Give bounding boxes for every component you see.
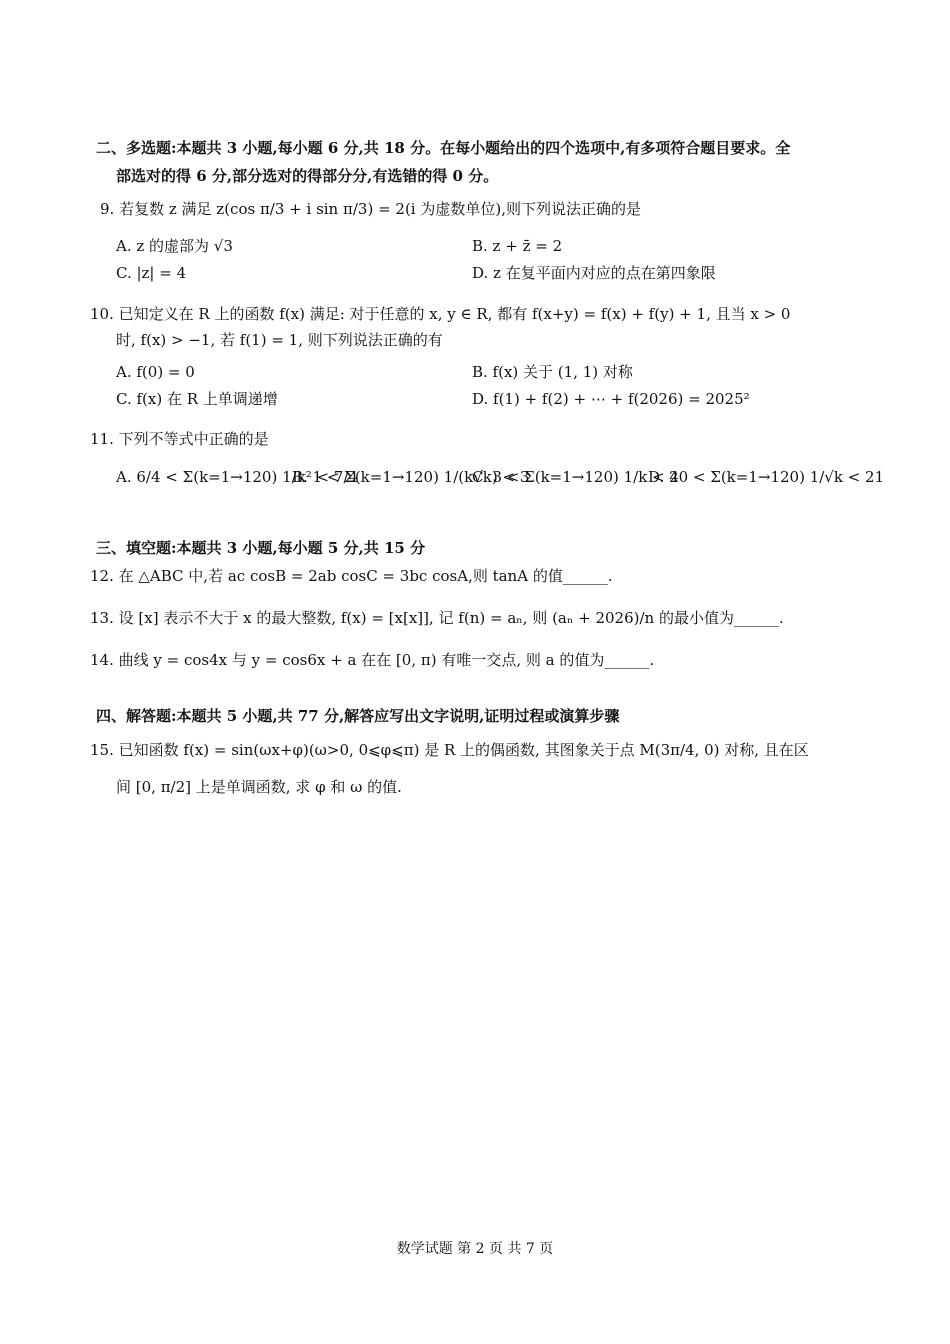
q10-option-b: B. f(x) 关于 (1, 1) 对称 <box>472 363 633 381</box>
section2-title-line1: 二、多选题:本题共 3 小题,每小题 6 分,共 18 分。在每小题给出的四个选项中,有多项符合题目要求。全 <box>96 139 791 157</box>
q13-stem: 13. 设 [x] 表示不大于 x 的最大整数, f(x) = [x[x]], 记 f(n) = aₙ, 则 (aₙ + 2026)/n 的最小值为______. <box>90 609 784 627</box>
q11-option-d: D. 20 < Σ(k=1→120) 1/√k < 21 <box>648 468 885 486</box>
q9-option-c: C. |z| = 4 <box>116 264 187 282</box>
q10-stem-line1: 10. 已知定义在 R 上的函数 f(x) 满足: 对于任意的 x, y ∈ R, 都有 f(x+y) = f(x) + f(y) + 1, 且当 x > 0 <box>90 305 791 323</box>
section4-title: 四、解答题:本题共 5 小题,共 77 分,解答应写出文字说明,证明过程或演算步骤 <box>96 707 620 725</box>
q9-stem: 9. 若复数 z 满足 z(cos π/3 + i sin π/3) = 2(i 为虚数单位),则下列说法正确的是 <box>100 200 641 218</box>
q14-stem: 14. 曲线 y = cos4x 与 y = cos6x + a 在在 [0, π) 有唯一交点, 则 a 的值为______. <box>90 651 655 669</box>
q12-stem: 12. 在 △ABC 中,若 ac cosB = 2ab cosC = 3bc cosA,则 tanA 的值______. <box>90 567 613 585</box>
section2-title-line2: 部选对的得 6 分,部分选对的得部分分,有选错的得 0 分。 <box>116 167 499 185</box>
q11-option-b: B. 1 < Σ(k=1→120) 1/(k√k) < 3 <box>292 468 530 486</box>
q15-stem-line1: 15. 已知函数 f(x) = sin(ωx+φ)(ω>0, 0⩽φ⩽π) 是 R 上的偶函数, 其图象关于点 M(3π/4, 0) 对称, 且在区 <box>90 741 809 759</box>
q11-stem: 11. 下列不等式中正确的是 <box>90 430 269 448</box>
q9-option-d: D. z 在复平面内对应的点在第四象限 <box>472 264 716 282</box>
section3-title: 三、填空题:本题共 3 小题,每小题 5 分,共 15 分 <box>96 539 426 557</box>
page-footer: 数学试题 第 2 页 共 7 页 <box>396 1241 554 1257</box>
q10-stem-line2: 时, f(x) > −1, 若 f(1) = 1, 则下列说法正确的有 <box>116 331 443 349</box>
q9-option-a: A. z 的虚部为 √3 <box>116 237 233 255</box>
q10-option-a: A. f(0) = 0 <box>116 363 195 381</box>
q9-option-b: B. z + z̄ = 2 <box>472 237 563 255</box>
q10-option-d: D. f(1) + f(2) + ⋯ + f(2026) = 2025² <box>472 390 750 408</box>
q10-option-c: C. f(x) 在 R 上单调递增 <box>116 390 278 408</box>
q11-option-c: C. 3 < Σ(k=1→120) 1/k < 4 <box>472 468 679 486</box>
q11-option-a: A. 6/4 < Σ(k=1→120) 1/k² < 7/4 <box>116 468 359 486</box>
q15-stem-line2: 间 [0, π/2] 上是单调函数, 求 φ 和 ω 的值. <box>116 778 402 796</box>
